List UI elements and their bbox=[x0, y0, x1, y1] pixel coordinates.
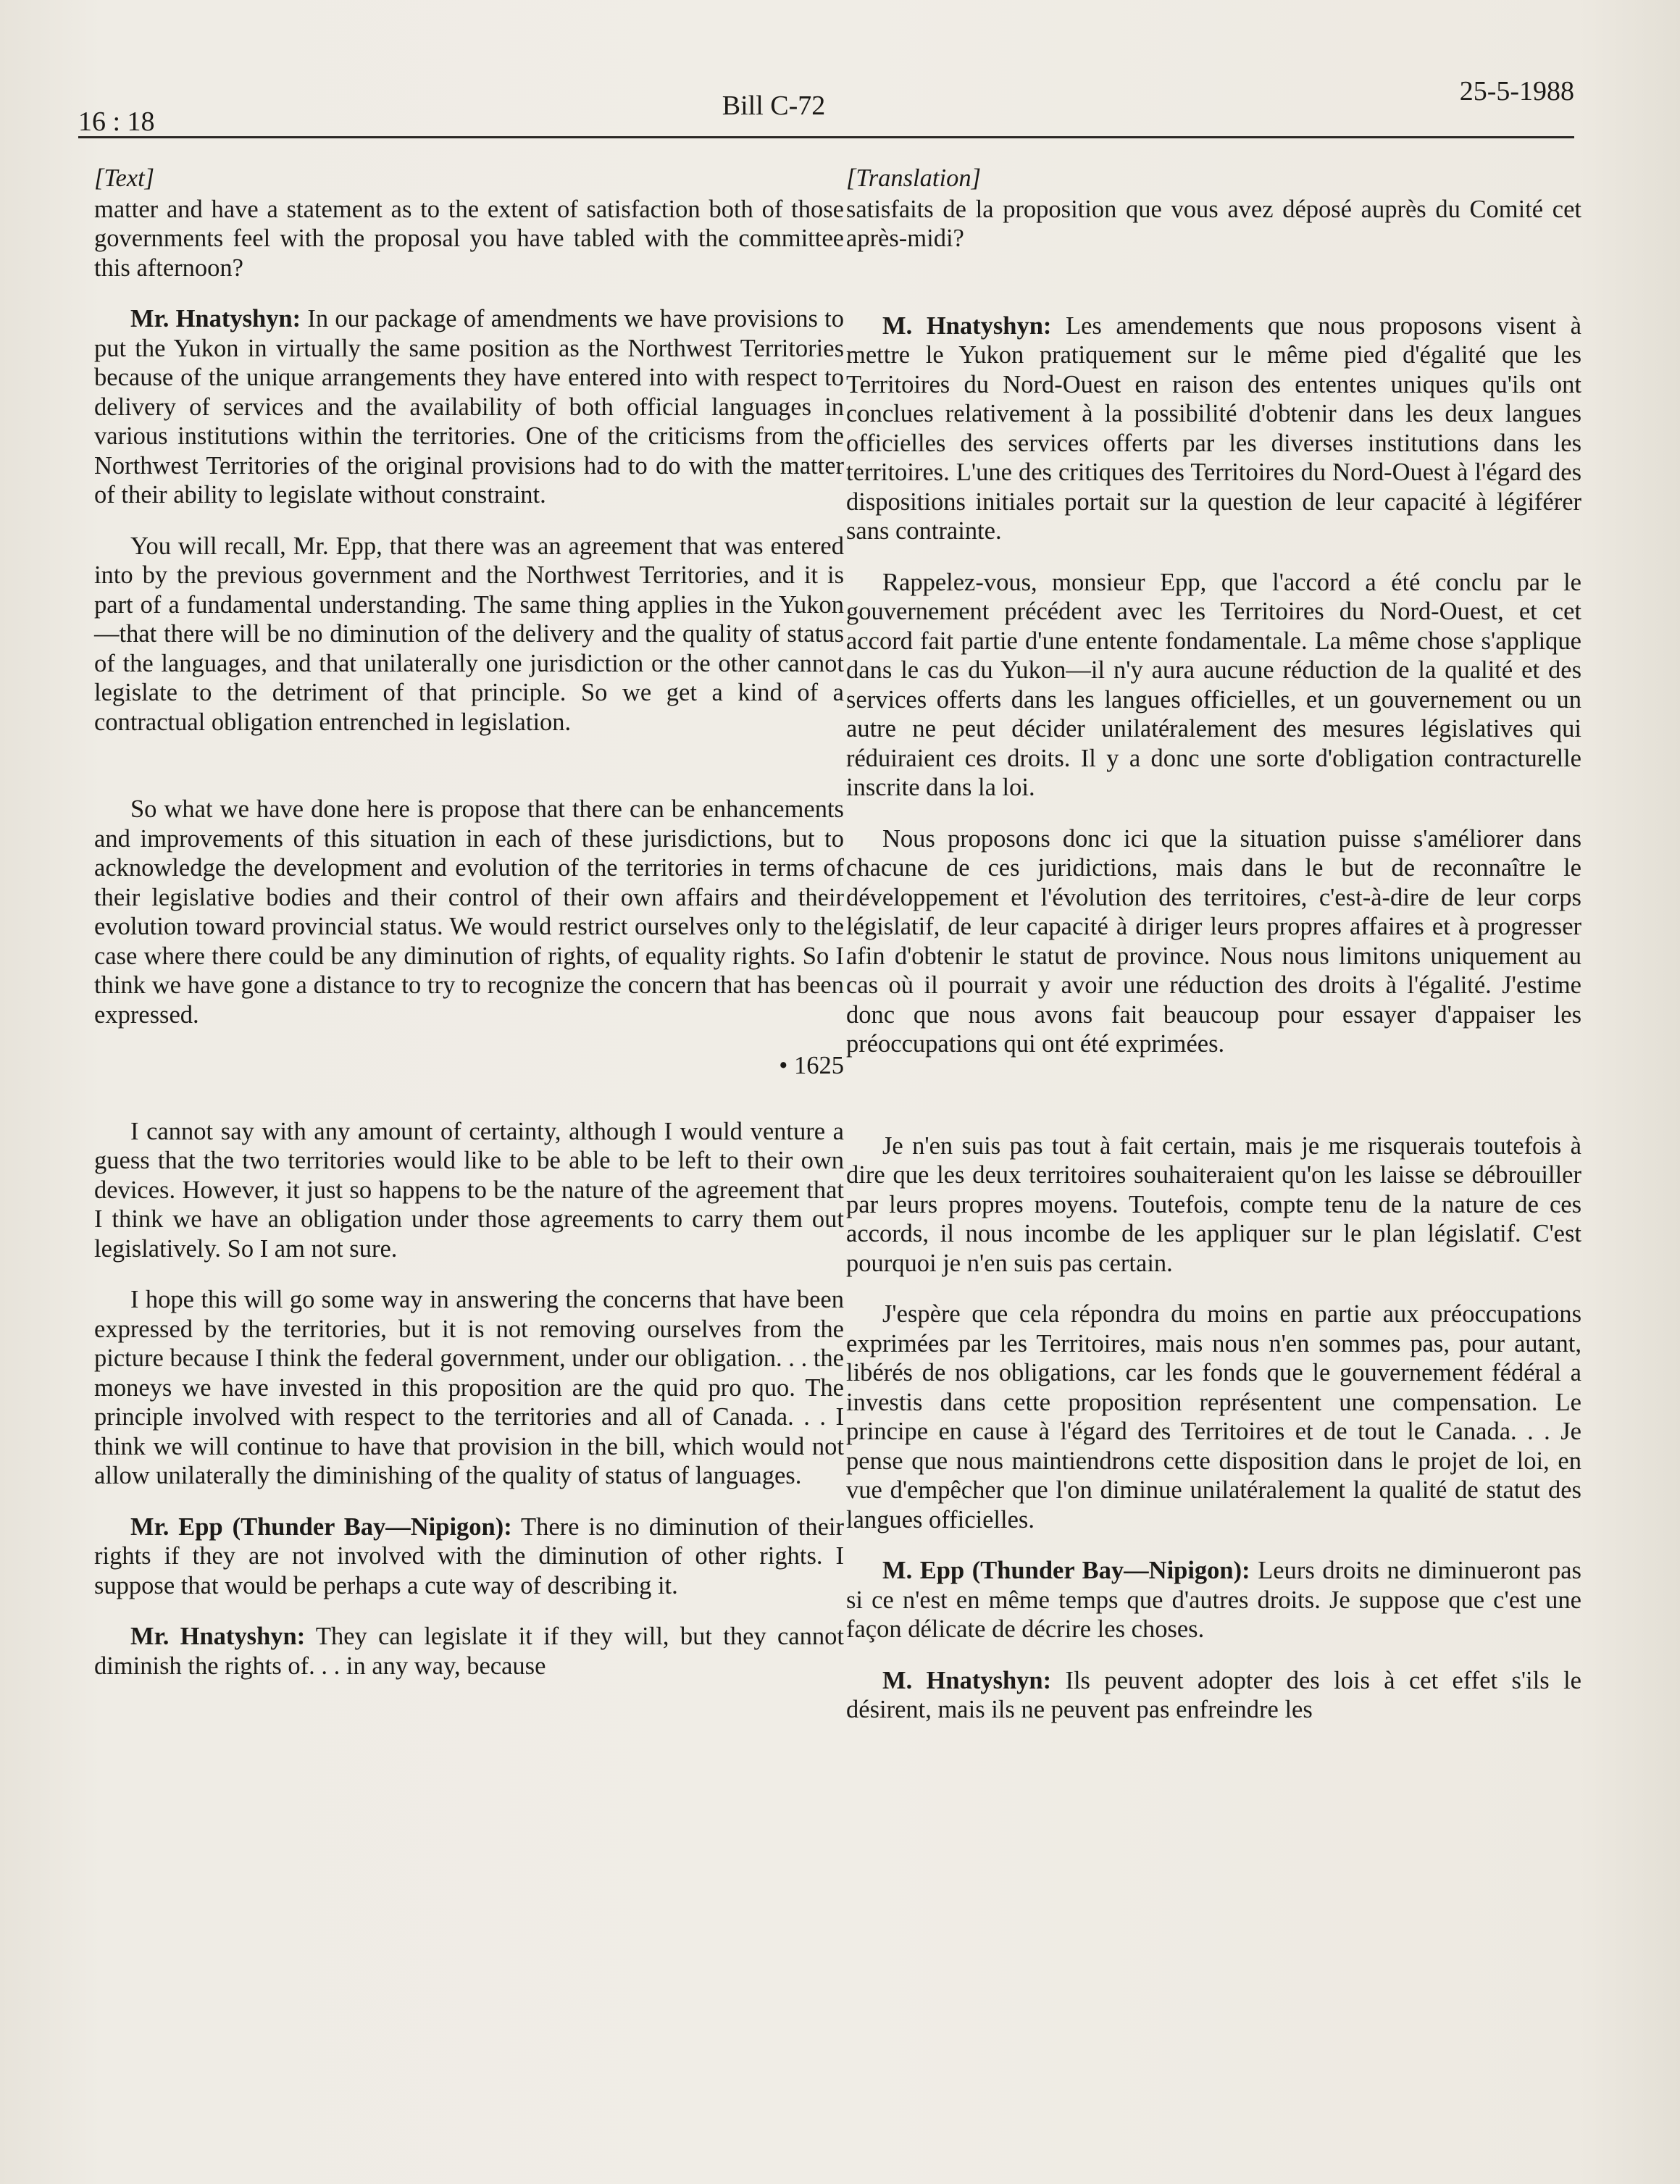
speaker-name: Mr. Hnatyshyn: bbox=[130, 1623, 306, 1650]
page-header bbox=[78, 71, 1574, 138]
speaker-name: M. Hnatyshyn: bbox=[882, 1666, 1052, 1694]
page-number: 16 : 18 bbox=[78, 106, 155, 137]
paragraph: I cannot say with any amount of certainty, although I would venture a guess that the two territories would like to be able to be left to their own devices. However, it just so happens to be the nature of the agreement that I think we have an obligation under those agreements to carry them out legislatively. So I am not sure. bbox=[94, 1117, 844, 1263]
paragraph-text: Les amendements que nous proposons visent à mettre le Yukon pratiquement sur le même pied d'égalité que les Territoires du Nord-Ouest en raison des ententes uniques qu'ils ont conclues relativement à la possibilité d'obtenir dans les deux langues officielles des services offerts par les diverses institutions dans les territoires. L'une des critiques des Territoires du Nord-Ouest à l'égard des dispositions initiales portait sur la question de leur capacité à légiférer sans contrainte. bbox=[846, 311, 1581, 545]
paragraph: So what we have done here is propose that there can be enhancements and improvements of this situation in each of these jurisdictions, but to acknowledge the development and evolution of the territories in terms of their legislative bodies and their control of their own affairs and their evolution toward provincial status. We would restrict ourselves only to the case where there could be any diminution of rights, of equality rights. So I think we have gone a distance to try to recognize the concern that has been expressed. bbox=[94, 795, 844, 1029]
text-label: [Text] bbox=[94, 164, 155, 192]
speaker-name: Mr. Hnatyshyn: bbox=[130, 305, 301, 332]
paragraph: matter and have a statement as to the extent of satisfaction both of those governments feel with the proposal you have tabled with the committee this afternoon? bbox=[94, 195, 844, 282]
paragraph: Je n'en suis pas tout à fait certain, mais je me risquerais toutefois à dire que les deux territoires souhaiteraient qu'on les laisse se débrouiller par leurs propres moyens. Toutefois, compte tenu de la nature de ces accords, il nous incombe de les appliquer sur le plan législatif. C'est pourquoi je n'en suis pas certain. bbox=[846, 1131, 1581, 1277]
paragraph-gap bbox=[846, 1081, 1581, 1131]
paragraph-text: In our package of amendments we have provisions to put the Yukon in virtually the same position as the Northwest Territories because of the unique arrangements they have entered into with respect to delivery of services and the availability of both official languages in various institutions within the territories. One of the criticisms from the Northwest Territories of the original provisions had to do with the matter of their ability to legislate without constraint. bbox=[94, 305, 844, 509]
translation-label: [Translation] bbox=[846, 164, 981, 192]
speaker-name: M. Hnatyshyn: bbox=[882, 311, 1052, 340]
paragraph-gap bbox=[846, 275, 1581, 311]
paragraph-text: They can legislate it if they will, but they cannot diminish the rights of. . . in any way, because bbox=[94, 1623, 844, 1680]
paragraph bbox=[846, 1556, 1581, 1644]
paragraph: satisfaits de la proposition que vous avez déposé auprès du Comité cet après-midi? bbox=[846, 195, 1581, 252]
paragraph-gap bbox=[94, 758, 844, 795]
paragraph: You will recall, Mr. Epp, that there was an agreement that was entered into by the previous government and the Northwest Territories, and it is part of a fundamental understanding. The same thing applies in the Yukon—that there will be no diminution of the delivery and the quality of status of the languages, and that unilaterally one jurisdiction or the other cannot legislate to the detriment of that principle. So we get a kind of a contractual obligation entrenched in legislation. bbox=[94, 532, 844, 736]
paragraph: I hope this will go some way in answering the concerns that have been expressed by the territories, but it is not removing ourselves from the picture because I think the federal government, under our obligation. . . the moneys we have invested in this proposition are the quid pro quo. The principle involved with respect to the territories and all of Canada. . . I think we will continue to have that provision in the bill, which would not allow unilaterally the diminishing of the quality of status of languages. bbox=[94, 1286, 844, 1489]
running-title: Bill C-72 bbox=[722, 91, 826, 121]
page-date: 25-5-1988 bbox=[1459, 76, 1574, 106]
paragraph-text: Leurs droits ne diminueront pas si ce n'est en même temps que d'autres droits. Je suppose que c'est une façon délicate de décrire les choses. bbox=[846, 1557, 1581, 1643]
paragraph-text: There is no diminution of their rights if they are not involved with the diminution of other rights. I suppose that would be perhaps a cute way of describing it. bbox=[94, 1513, 845, 1599]
speaker-name: M. Epp (Thunder Bay—Nipigon): bbox=[882, 1557, 1250, 1584]
paragraph bbox=[94, 1513, 844, 1601]
paragraph: Nous proposons donc ici que la situation puisse s'améliorer dans chacune de ces juridictions, mais dans le but de reconnaître le développement et l'évolution des territoires, c'est-à-dire de leur corps législatif, de leur capacité à diriger leurs propres affaires et à progresser afin d'obtenir le statut de province. Nous nous limitons uniquement au cas où il pourrait y avoir une réduction des droits à l'égalité. J'estime donc que nous avons fait beaucoup pour essayer d'appaiser les préoccupations qui ont été exprimées. bbox=[846, 824, 1581, 1058]
paragraph bbox=[94, 1622, 844, 1681]
paragraph: J'espère que cela répondra du moins en partie aux préoccupations exprimées par les Territoires, mais nous n'en sommes pas, pour autant, libérés de nos obligations, car les fonds que le gouvernement fédéral a investis dans cette proposition représentent une compensation. Le principe en cause à l'égard des Territoires et de tout le Canada. . . Je pense que nous maintiendrons cette disposition dans le projet de loi, en vue d'empêcher que l'on diminue unilatéralement la qualité de statut des langues officielles. bbox=[846, 1300, 1581, 1534]
paragraph-text: Ils peuvent adopter des lois à cet effet s'ils le désirent, mais ils ne peuvent pas enfreindre les bbox=[846, 1666, 1581, 1723]
english-column bbox=[94, 164, 844, 1702]
paragraph: Rappelez-vous, monsieur Epp, que l'accord a été conclu par le gouvernement précédent avec les Territoires du Nord-Ouest, et cet accord fait partie d'une entente fondamentale. La même chose s'applique dans le cas du Yukon—il n'y aura aucune réduction de la qualité et des services offerts dans les langues officielles, et un gouvernement ou un autre ne peut décider unilatéralement des mesures législatives qui réduiraient ces droits. Il y a donc une sorte d'obligation contracturelle inscrite dans la loi. bbox=[846, 568, 1581, 801]
timestamp: • 1625 bbox=[779, 1052, 844, 1079]
paragraph bbox=[846, 311, 1581, 546]
paragraph bbox=[846, 1666, 1581, 1725]
paragraph bbox=[94, 304, 844, 510]
french-column bbox=[846, 164, 1581, 1746]
speaker-name: Mr. Epp (Thunder Bay—Nipigon): bbox=[130, 1513, 512, 1541]
